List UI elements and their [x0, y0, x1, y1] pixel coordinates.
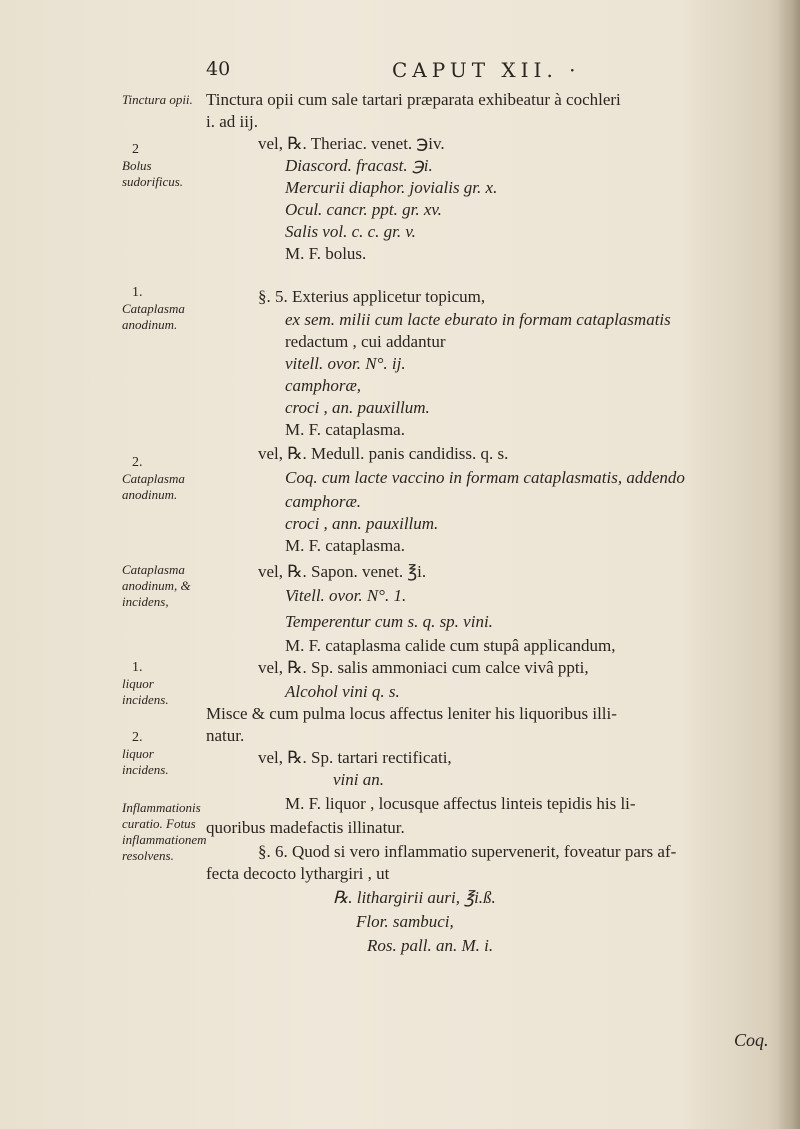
margin-note: 1. Cataplasma anodinum.	[122, 285, 185, 332]
text-line: Diascord. fracast. ℈i.	[285, 156, 433, 175]
text-line: M. F. cataplasma.	[285, 536, 405, 555]
margin-note: Inflammationis curatio. Fotus inflammationem resolvens.	[122, 800, 207, 863]
text-line: Salis vol. c. c. gr. v.	[285, 222, 416, 241]
text-line: Alcohol vini q. s.	[285, 682, 400, 701]
text-line: ex sem. milii cum lacte eburato in formam cataplasmatis	[285, 310, 671, 329]
text-line: vel, ℞. Theriac. venet. ℈iv.	[258, 134, 445, 153]
text-line: vel, ℞. Sp. tartari rectificati,	[258, 748, 452, 767]
text-line: vitell. ovor. N°. ij.	[285, 354, 406, 373]
text-line: M. F. bolus.	[285, 244, 367, 263]
text-line: croci , an. pauxillum.	[285, 398, 430, 417]
text-line: Tinctura opii cum sale tartari præparata exhibeatur à cochleri	[206, 90, 621, 109]
text-line: vini an.	[333, 770, 384, 789]
text-line: Flor. sambuci,	[356, 912, 454, 931]
text-line: M. F. cataplasma calide cum stupâ applicandum,	[285, 636, 616, 655]
text-line: i. ad iij.	[206, 112, 258, 131]
text-line: Ros. pall. an. M. i.	[367, 936, 494, 955]
text-line: fecta decocto lythargiri , ut	[206, 864, 390, 883]
text-line: quoribus madefactis illinatur.	[206, 818, 405, 837]
text-line: camphoræ.	[285, 492, 362, 511]
text-line: M. F. liquor , locusque affectus linteis tepidis his li-	[285, 794, 636, 813]
text-line: vel, ℞. Sp. salis ammoniaci cum calce vivâ ppti,	[258, 658, 589, 677]
text-line: camphoræ,	[285, 376, 362, 395]
text-line: croci , ann. pauxillum.	[285, 514, 439, 533]
page-edge-shadow	[778, 0, 800, 1129]
margin-note: Tinctura opii.	[122, 92, 193, 107]
text-line: §. 5. Exterius applicetur topicum,	[258, 287, 486, 306]
text-line: Mercurii diaphor. jovialis gr. x.	[285, 178, 498, 197]
text-line: natur.	[206, 726, 245, 745]
text-line: Misce & cum pulma locus affectus leniter his liquoribus illi-	[206, 704, 617, 723]
text-line: Vitell. ovor. N°. 1.	[285, 586, 407, 605]
margin-note: 2. liquor incidens.	[122, 730, 169, 777]
text-line: §. 6. Quod si vero inflammatio supervenerit, foveatur pars af-	[258, 842, 677, 861]
text-line: vel, ℞. Medull. panis candidiss. q. s.	[258, 444, 509, 463]
text-line: Ocul. cancr. ppt. gr. xv.	[285, 200, 442, 219]
catchword: Coq.	[734, 1030, 769, 1050]
text-line: vel, ℞. Sapon. venet. ℥i.	[258, 562, 427, 581]
margin-note: Cataplasma anodinum, & incidens,	[122, 562, 191, 609]
text-line: ℞. lithargirii auri, ℥i.ß.	[333, 888, 496, 907]
text-line: M. F. cataplasma.	[285, 420, 405, 439]
margin-note: 1. liquor incidens.	[122, 660, 169, 707]
margin-note: 2 Bolus sudorificus.	[122, 142, 184, 189]
text-line: redactum , cui addantur	[285, 332, 446, 351]
margin-note: 2. Cataplasma anodinum.	[122, 455, 185, 502]
text-line: Temperentur cum s. q. sp. vini.	[285, 612, 493, 631]
text-line: Coq. cum lacte vaccino in formam cataplasmatis, addendo	[285, 468, 685, 487]
page-number: 40	[206, 58, 231, 80]
running-head: CAPUT XII. ·	[392, 58, 581, 82]
page-header	[0, 58, 800, 88]
